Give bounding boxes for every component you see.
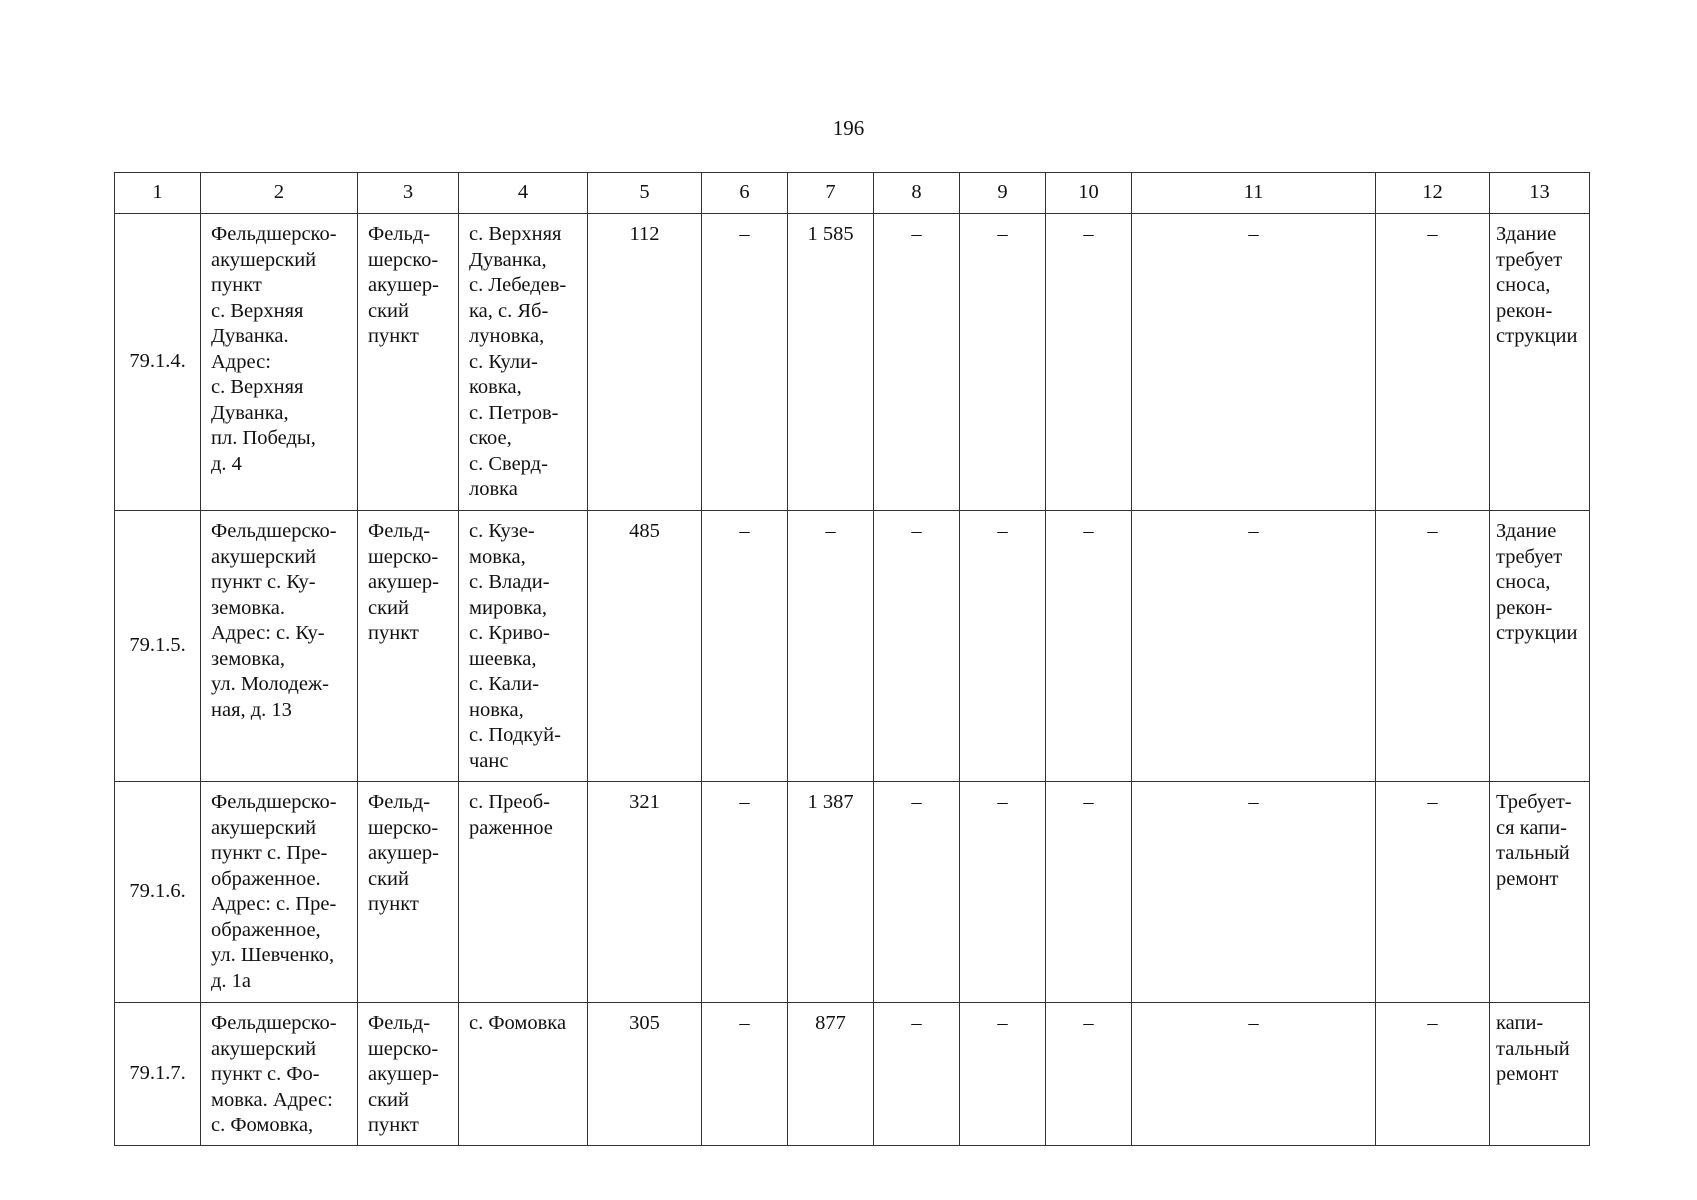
row-number: 79.1.4. (115, 214, 201, 511)
value-cell-6: – (702, 511, 788, 782)
column-number-row (115, 173, 1590, 214)
column-header: 6 (702, 173, 788, 214)
value-cell-10: – (1046, 214, 1132, 511)
column-header: 5 (588, 173, 702, 214)
served-area: с. Кузе- мовка, с. Влади- мировка, с. Криво- шеевка, с. Кали- новка, с. Подкуй- чанс (459, 511, 588, 782)
value-cell-6: – (702, 214, 788, 511)
column-header: 4 (459, 173, 588, 214)
facility-type: Фельд- шерско- акушер- ский пункт (358, 511, 459, 782)
note-cell: капи- тальный ремонт (1490, 1003, 1590, 1146)
column-header: 3 (358, 173, 459, 214)
value-cell-12: – (1376, 782, 1490, 1003)
page-number: 196 (832, 116, 865, 140)
value-cell-11: – (1132, 782, 1376, 1003)
served-area: с. Фомовка (459, 1003, 588, 1146)
facility-table (114, 172, 1590, 1146)
value-cell-11: – (1132, 214, 1376, 511)
column-header: 7 (788, 173, 874, 214)
row-number: 79.1.7. (115, 1003, 201, 1146)
facility-type: Фельд- шерско- акушер- ский пункт (358, 1003, 459, 1146)
value-cell-6: – (702, 1003, 788, 1146)
facility-name-address: Фельдшерско- акушерский пункт с. Пре- ображенное. Адрес: с. Пре- ображенное, ул. Шевченко, д. 1а (201, 782, 358, 1003)
value-cell-8: – (874, 782, 960, 1003)
value-cell-5: 112 (588, 214, 702, 511)
note-cell: Здание требует сноса, рекон- струкции (1490, 214, 1590, 511)
value-cell-11: – (1132, 1003, 1376, 1146)
column-header: 1 (115, 173, 201, 214)
facility-type: Фельд- шерско- акушер- ский пункт (358, 214, 459, 511)
value-cell-10: – (1046, 511, 1132, 782)
served-area: с. Преоб- раженное (459, 782, 588, 1003)
value-cell-12: – (1376, 511, 1490, 782)
value-cell-7: – (788, 511, 874, 782)
column-header: 12 (1376, 173, 1490, 214)
table-row (115, 214, 1590, 511)
value-cell-12: – (1376, 1003, 1490, 1146)
column-header: 2 (201, 173, 358, 214)
value-cell-6: – (702, 782, 788, 1003)
facility-name-address: Фельдшерско- акушерский пункт с. Ку- земовка. Адрес: с. Ку- земовка, ул. Молодеж- ная, д. 13 (201, 511, 358, 782)
row-number: 79.1.5. (115, 511, 201, 782)
value-cell-10: – (1046, 1003, 1132, 1146)
column-header: 8 (874, 173, 960, 214)
value-cell-9: – (960, 1003, 1046, 1146)
value-cell-5: 321 (588, 782, 702, 1003)
value-cell-7: 1 387 (788, 782, 874, 1003)
value-cell-5: 485 (588, 511, 702, 782)
value-cell-7: 1 585 (788, 214, 874, 511)
value-cell-5: 305 (588, 1003, 702, 1146)
value-cell-8: – (874, 511, 960, 782)
facility-type: Фельд- шерско- акушер- ский пункт (358, 782, 459, 1003)
value-cell-8: – (874, 214, 960, 511)
value-cell-12: – (1376, 214, 1490, 511)
row-number: 79.1.6. (115, 782, 201, 1003)
column-header: 10 (1046, 173, 1132, 214)
table-row (115, 1003, 1590, 1146)
facility-name-address: Фельдшерско- акушерский пункт с. Фо- мовка. Адрес: с. Фомовка, (201, 1003, 358, 1146)
table-row (115, 511, 1590, 782)
value-cell-9: – (960, 214, 1046, 511)
column-header: 9 (960, 173, 1046, 214)
value-cell-9: – (960, 782, 1046, 1003)
note-cell: Здание требует сноса, рекон- струкции (1490, 511, 1590, 782)
column-header: 13 (1490, 173, 1590, 214)
value-cell-10: – (1046, 782, 1132, 1003)
table-row (115, 782, 1590, 1003)
served-area: с. Верхняя Дуванка, с. Лебедев- ка, с. Яб- луновка, с. Кули- ковка, с. Петров- ское, с. Сверд- ловка (459, 214, 588, 511)
column-header: 11 (1132, 173, 1376, 214)
value-cell-7: 877 (788, 1003, 874, 1146)
value-cell-9: – (960, 511, 1046, 782)
value-cell-11: – (1132, 511, 1376, 782)
facility-name-address: Фельдшерско- акушерский пункт с. Верхняя Дуванка. Адрес: с. Верхняя Дуванка, пл. Победы, д. 4 (201, 214, 358, 511)
note-cell: Требует- ся капи- тальный ремонт (1490, 782, 1590, 1003)
value-cell-8: – (874, 1003, 960, 1146)
